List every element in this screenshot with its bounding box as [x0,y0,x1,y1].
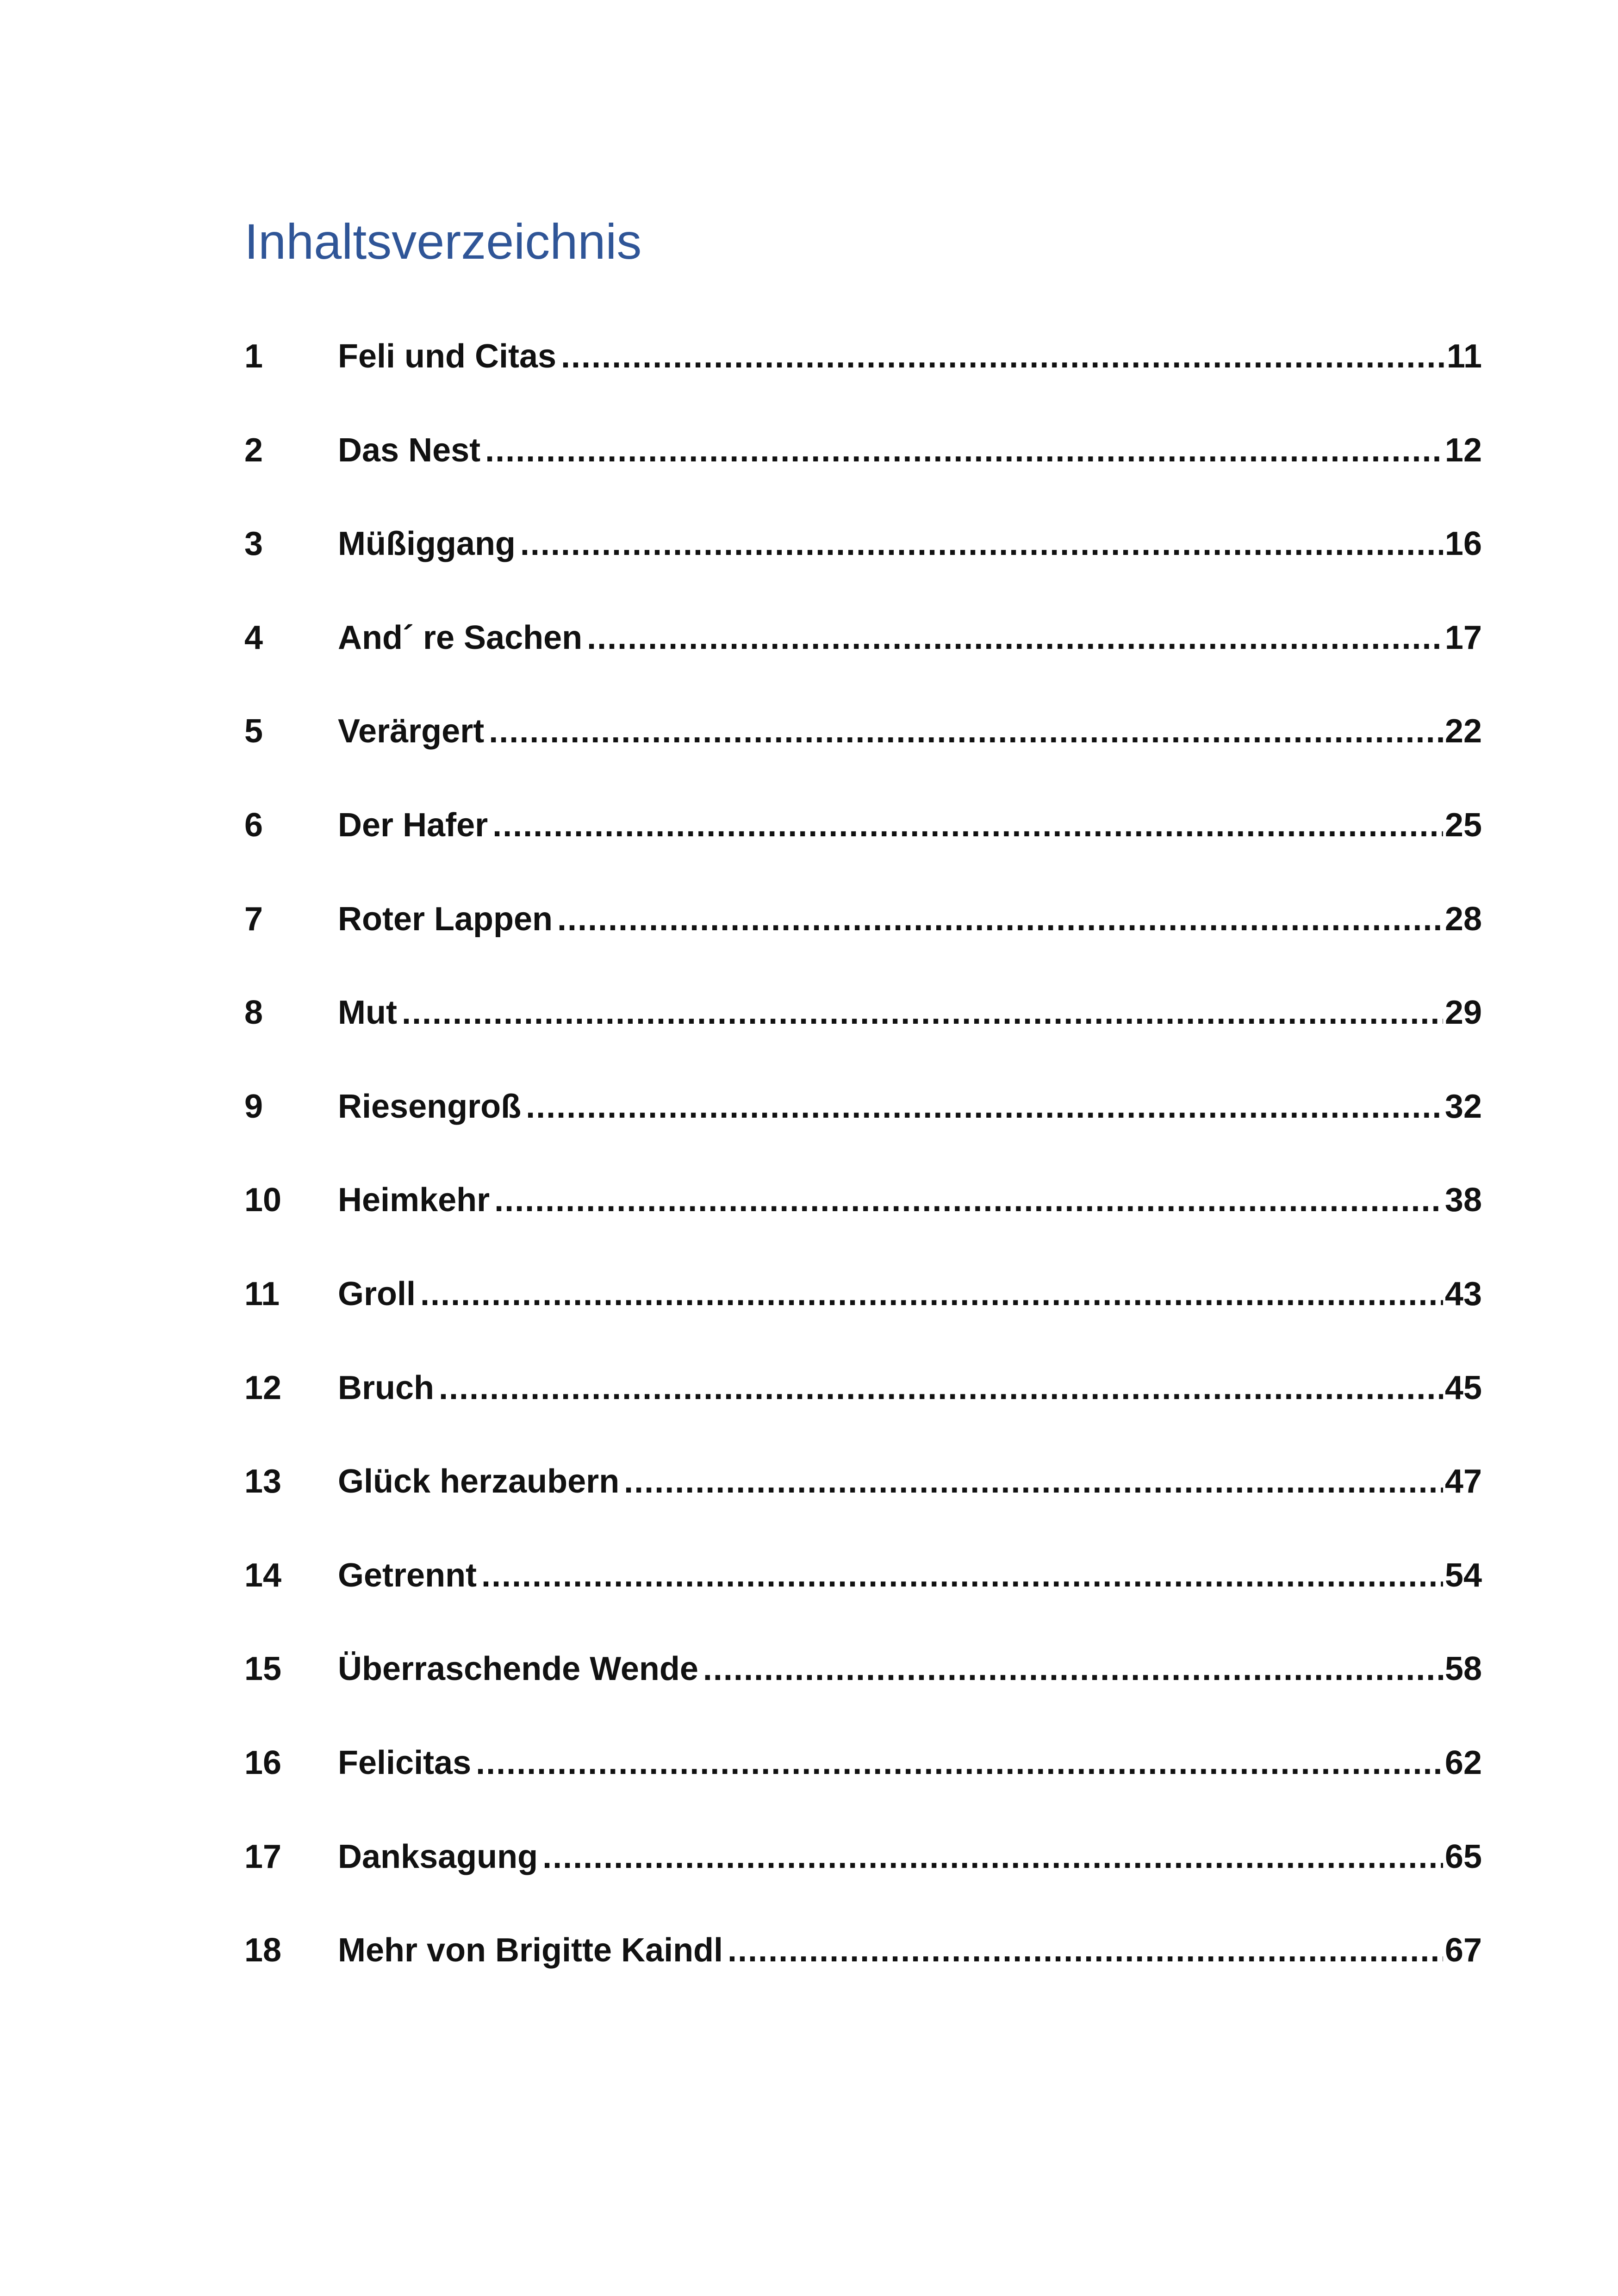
toc-entry[interactable] [244,699,1482,793]
toc-entry-title: Riesengroß [338,1088,522,1125]
toc-entry-number: 11 [244,1275,280,1313]
toc-entry-number: 4 [244,619,263,656]
toc-entry-page: 43 [1444,1275,1482,1313]
toc-entry-title: Glück herzaubern [338,1463,620,1500]
toc-entry-title: Heimkehr [338,1182,490,1219]
toc-entry-title: Bruch [338,1369,435,1406]
toc-entry-page: 28 [1444,900,1482,938]
toc-entry-number: 15 [244,1650,282,1688]
toc-entry-page: 54 [1444,1556,1482,1594]
toc-entry-title: Groll [338,1275,416,1313]
toc-entry-title: Mehr von Brigitte Kaindl [338,1932,723,1969]
toc-dot-leader [420,1262,1443,1326]
toc-entry[interactable] [244,980,1482,1074]
toc-entry-page: 62 [1444,1744,1482,1781]
toc-entry[interactable] [244,1262,1482,1356]
toc-entry-title: Müßiggang [338,525,516,563]
toc-dot-leader [624,1449,1443,1514]
toc-entry-title: Roter Lappen [338,900,553,938]
toc-entry-page: 65 [1444,1838,1482,1875]
toc-entry-page: 16 [1444,525,1482,563]
toc-entry[interactable] [244,511,1482,605]
toc-entry-number: 5 [244,713,263,750]
toc-dot-leader [557,887,1443,952]
toc-entry[interactable] [244,324,1482,418]
toc-entry-title: Felicitas [338,1744,472,1781]
toc-dot-leader [561,324,1445,389]
toc-dot-leader [485,418,1443,483]
toc-entry-page: 12 [1444,431,1482,469]
toc-entry[interactable] [244,1636,1482,1730]
toc-entry-number: 17 [244,1838,282,1875]
toc-entry-number: 9 [244,1088,263,1125]
toc-dot-leader [402,980,1443,1045]
toc-entry[interactable] [244,1356,1482,1450]
toc-entry-page: 67 [1444,1932,1482,1969]
toc-entry-title: Das Nest [338,431,481,469]
toc-entry[interactable] [244,1168,1482,1262]
toc-entry-number: 10 [244,1182,282,1219]
toc-entry-title: Danksagung [338,1838,538,1875]
toc-entry-page: 11 [1446,338,1482,375]
toc-entry-number: 18 [244,1932,282,1969]
toc-entry-number: 7 [244,900,263,938]
toc-list [244,324,1482,2012]
toc-dot-leader [476,1730,1443,1795]
toc-dot-leader [489,699,1443,764]
toc-entry-page: 45 [1444,1369,1482,1406]
toc-entry[interactable] [244,1543,1482,1637]
toc-entry-number: 6 [244,806,263,844]
toc-dot-leader [439,1356,1443,1420]
toc-dot-leader [587,605,1443,670]
toc-dot-leader [492,793,1443,858]
toc-entry-title: Getrennt [338,1556,477,1594]
toc-entry-page: 29 [1444,994,1482,1032]
toc-entry-number: 14 [244,1556,282,1594]
toc-entry-number: 1 [244,338,263,375]
toc-dot-leader [494,1168,1443,1232]
toc-dot-leader [481,1543,1443,1608]
toc-entry[interactable] [244,1074,1482,1168]
toc-entry-title: And´ re Sachen [338,619,583,656]
toc-dot-leader [526,1074,1443,1139]
toc-entry-page: 25 [1444,806,1482,844]
toc-entry-number: 16 [244,1744,282,1781]
toc-entry-page: 58 [1444,1650,1482,1688]
toc-entry-page: 38 [1444,1182,1482,1219]
toc-dot-leader [542,1824,1443,1889]
toc-entry-title: Mut [338,994,397,1032]
toc-entry-page: 17 [1444,619,1482,656]
toc-entry-number: 8 [244,994,263,1032]
toc-entry-title: Der Hafer [338,806,488,844]
toc-entry-title: Feli und Citas [338,338,557,375]
toc-heading: Inhaltsverzeichnis [244,213,642,269]
toc-entry[interactable] [244,1824,1482,1918]
toc-entry-page: 47 [1444,1463,1482,1500]
toc-entry-title: Überraschende Wende [338,1650,698,1688]
toc-dot-leader [520,511,1443,576]
toc-entry[interactable] [244,418,1482,512]
toc-entry-number: 13 [244,1463,282,1500]
toc-entry[interactable] [244,887,1482,981]
toc-entry-title: Verärgert [338,713,485,750]
toc-dot-leader [728,1918,1443,1983]
toc-entry-page: 22 [1444,713,1482,750]
toc-entry-number: 2 [244,431,263,469]
toc-entry-number: 3 [244,525,263,563]
toc-entry[interactable] [244,793,1482,887]
toc-dot-leader [703,1636,1443,1701]
toc-entry[interactable] [244,1449,1482,1543]
toc-entry-number: 12 [244,1369,282,1406]
toc-entry[interactable] [244,1918,1482,2012]
toc-entry[interactable] [244,1730,1482,1824]
toc-entry-page: 32 [1444,1088,1482,1125]
toc-entry[interactable] [244,605,1482,699]
